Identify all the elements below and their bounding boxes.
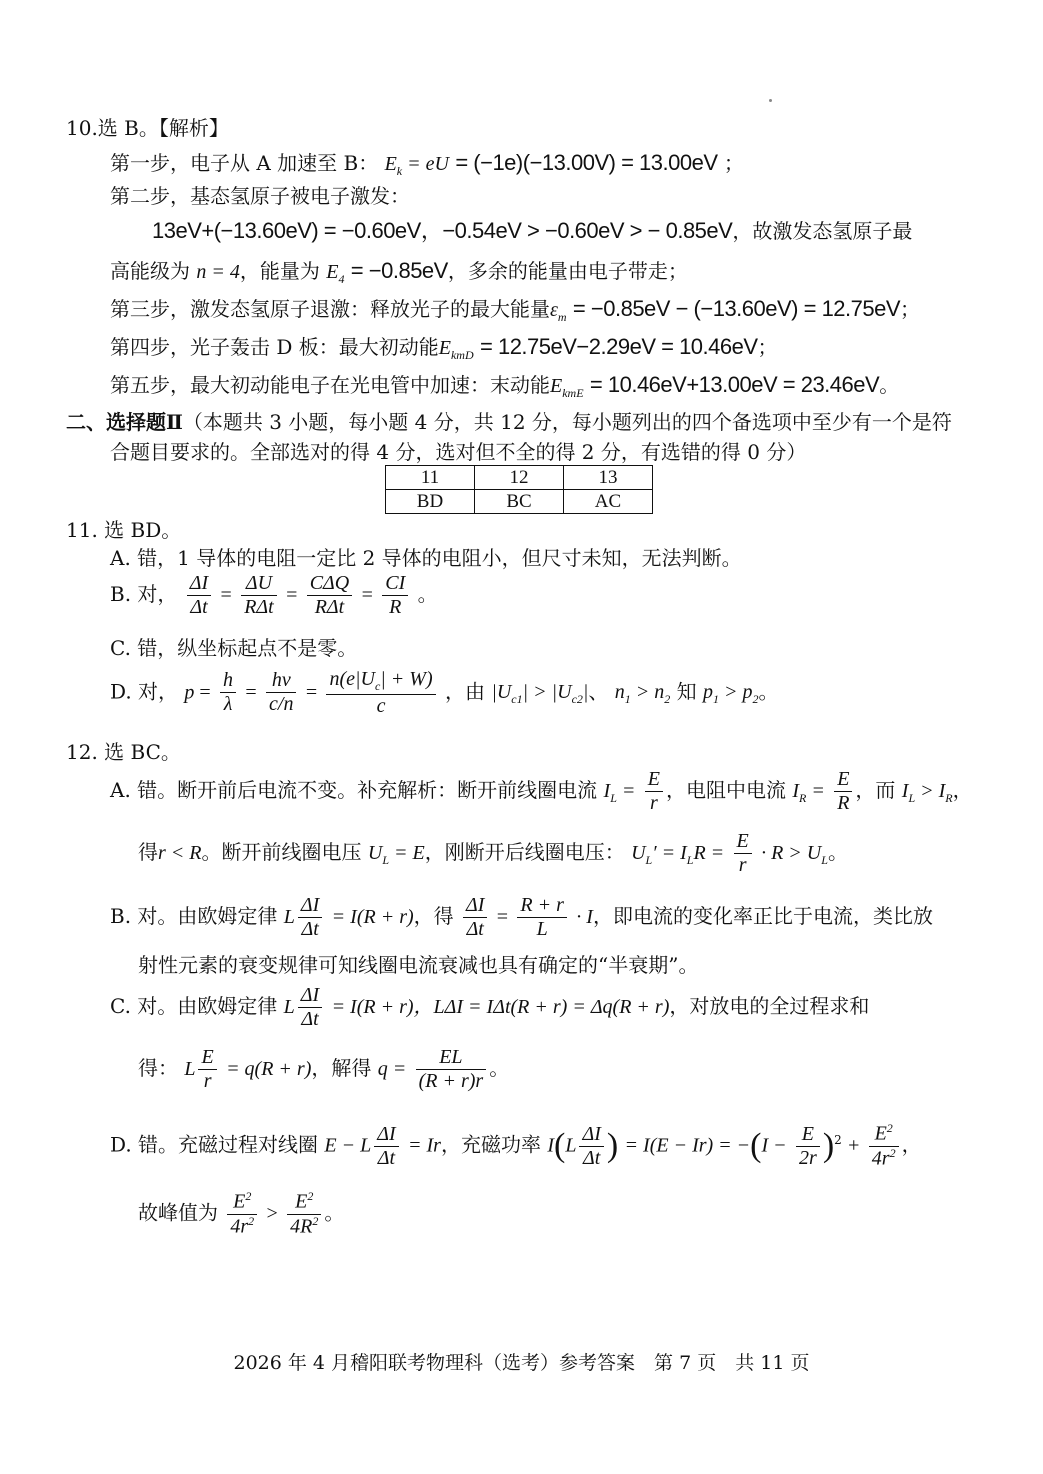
step4-formula: = 12.75eV−2.29eV = 10.46eV bbox=[480, 334, 758, 359]
q12-c2-a: 得： bbox=[138, 1056, 178, 1080]
q11-header: 11. 选 BD。 bbox=[66, 518, 182, 542]
step1-text: 第一步，电子从 A 加速至 B： bbox=[110, 151, 379, 175]
q12-option-d-line2: 故峰值为 $\frac{E^2}{4r^2}$ > $\frac{E^2}{4R^2}$ 。 bbox=[138, 1189, 345, 1238]
q12-option-c-line1: C. 对。由欧姆定律 L $\frac{\Delta I}{\Delta t}$ = I(R + r)，LΔI = IΔt(R + r) = Δq(R + r)，对放电的全过程求和 bbox=[110, 984, 870, 1030]
q11-b-end: 。 bbox=[417, 582, 438, 606]
q10-step2: 第二步，基态氢原子被电子激发： bbox=[110, 184, 410, 208]
step3-end: ； bbox=[900, 297, 921, 321]
q11-option-b: B. 对， $\frac{\Delta I}{\Delta t}$ = $\frac{\Delta U}{\text{RΔt}}$ = $\frac{\text{CΔQ}}{\text{RΔt}}$ = $\frac{CI}{R}$ 。 bbox=[110, 572, 438, 618]
ekme-symbol: $E_{kmE}$ bbox=[550, 375, 584, 400]
speck bbox=[769, 99, 772, 102]
q11-option-d: D. 对， p = $\frac{h}{\lambda}$ = $\frac{h\nu}{c/n}$ = $\frac{n(e|U_c| + W)}{c}$ ，由 $|U_{c1}| > |U_{c2}|$、 $n_1 > n_2$ 知 $p_1 > p_2$。 bbox=[110, 668, 779, 717]
e4-symbol: $E_4$ bbox=[326, 261, 345, 286]
e4-value: = −0.85eV bbox=[350, 258, 448, 283]
q10-step1 bbox=[110, 150, 744, 178]
section2-line1 bbox=[66, 410, 952, 434]
frac-h-lambda: $\frac{h}{\lambda}$ bbox=[220, 669, 236, 716]
calc-text: ，故激发态氢原子最 bbox=[732, 219, 913, 243]
q11-d-sep: 、 bbox=[588, 679, 609, 704]
step4-text: 第四步，光子轰击 D 板：最大初动能 bbox=[110, 335, 439, 359]
q12-a2-a: 得 bbox=[138, 840, 158, 864]
q12-a1-end: ，而 bbox=[855, 778, 896, 802]
level-n: n = 4 bbox=[196, 261, 240, 283]
calc-formula: 13eV+(−13.60eV) = −0.60eV，−0.54eV > −0.60eV > − 0.85eV bbox=[152, 218, 733, 243]
q12-c1-end: ，对放电的全过程求和 bbox=[669, 994, 870, 1018]
answer-table bbox=[385, 465, 653, 514]
step5-end: 。 bbox=[879, 373, 900, 397]
q11-option-a: A. 错，1 导体的电阻一定比 2 导体的电阻小，但尺寸未知，无法判断。 bbox=[110, 546, 742, 570]
frac-charge: $\frac{EL}{(R + r)r}$ bbox=[416, 1046, 487, 1093]
step1-end: ； bbox=[723, 151, 744, 175]
step3-formula: = −0.85eV − (−13.60eV) = 12.75eV bbox=[572, 296, 901, 321]
frac-di-dt-d: $\frac{\Delta I}{\Delta t}$ bbox=[374, 1123, 398, 1170]
q12-header: 12. 选 BC。 bbox=[66, 740, 181, 764]
frac-e-r-2: $\frac{E}{r}$ bbox=[734, 830, 752, 877]
frac-e2-4r2: $\frac{E^2}{4r^2}$ bbox=[869, 1122, 899, 1170]
frac-e-R: $\frac{E}{R}$ bbox=[834, 768, 852, 815]
q10-header: 10.选 B。【解析】 bbox=[66, 116, 229, 140]
q12-a2-c: ，刚断开后线圈电压： bbox=[424, 840, 625, 864]
section2-title: 二、选择题Ⅱ bbox=[66, 410, 183, 434]
q12-b1-mid: ，得 bbox=[413, 904, 454, 928]
q10-calc-line bbox=[152, 218, 912, 244]
frac-momentum: $\frac{n(e|U_c| + W)}{c}$ bbox=[326, 668, 435, 718]
q12-c2-b: ，解得 bbox=[311, 1056, 372, 1080]
q11-d-know: 知 bbox=[676, 679, 697, 704]
q12-option-d-line1: D. 错。充磁过程对线圈 E − L $\frac{\Delta I}{\Delta t}$ = Ir，充磁功率 I(L $\frac{\Delta I}{\Delta t}$ ) = I(E − Ir) = −(I − $\frac{E}{2r}$ )$^2$ + $\frac{E^2}{4r^2}$ ， bbox=[110, 1121, 922, 1170]
q12-b1-text: B. 对。由欧姆定律 bbox=[110, 904, 278, 928]
frac-di-dt-b: $\frac{\Delta I}{\Delta t}$ bbox=[298, 894, 322, 941]
frac-cdq-rdt: $\frac{\text{CΔQ}}{\text{RΔt}}$ bbox=[307, 572, 353, 619]
section2-desc1: （本题共 3 小题，每小题 4 分，共 12 分，每小题列出的四个备选项中至少有一个是符 bbox=[182, 410, 952, 434]
frac-di-dt-b2: $\frac{\Delta I}{\Delta t}$ bbox=[463, 894, 487, 941]
step3-text: 第三步，激发态氢原子退激：释放光子的最大能量 bbox=[110, 297, 550, 321]
q10-level-line bbox=[110, 258, 688, 286]
step4-end: ； bbox=[757, 335, 778, 359]
frac-e-2r: $\frac{E}{2r}$ bbox=[796, 1123, 820, 1170]
frac-ci-r: $\frac{CI}{R}$ bbox=[382, 572, 408, 619]
answer-table-header-row bbox=[386, 466, 653, 490]
page-footer: 2026 年 4 月稽阳联考物理科（选考）参考答案 第 7 页 共 11 页 bbox=[233, 1352, 810, 1374]
q12-d2-text: 故峰值为 bbox=[138, 1200, 218, 1225]
q11-d-mid: ，由 bbox=[444, 679, 485, 704]
q10-step4 bbox=[110, 334, 778, 362]
frac-rr-l: $\frac{R + r}{L}$ bbox=[517, 894, 567, 941]
frac-di-dt-d2: $\frac{\Delta I}{\Delta t}$ bbox=[579, 1123, 603, 1170]
level-text-c: ，多余的能量由电子带走； bbox=[447, 259, 688, 283]
level-text-b: ，能量为 bbox=[239, 259, 320, 283]
q12-a1-text: A. 错。断开前后电流不变。补充解析：断开前线圈电流 bbox=[110, 778, 598, 802]
answer-header-cell: 12 bbox=[475, 466, 564, 490]
answer-cell: BC bbox=[475, 490, 564, 514]
frac-peak-r: $\frac{E^2}{4r^2}$ bbox=[227, 1190, 257, 1238]
frac-du-rdt: $\frac{\Delta U}{\text{RΔt}}$ bbox=[241, 572, 277, 619]
section2-line2: 合题目要求的。全部选对的得 4 分，选对但不全的得 2 分，有选错的得 0 分） bbox=[110, 440, 807, 464]
answer-table-answer-row bbox=[386, 490, 653, 514]
q12-a2-b: 。断开前线圈电压 bbox=[201, 840, 362, 864]
level-text-a: 高能级为 bbox=[110, 259, 190, 283]
frac-di-dt-c: $\frac{\Delta I}{\Delta t}$ bbox=[298, 984, 322, 1031]
q10-step5 bbox=[110, 372, 899, 400]
q11-b-label: B. 对， bbox=[110, 582, 178, 606]
step1-formula-mid: = (−1e)(−13.00V) bbox=[455, 150, 622, 175]
step1-formula: = 13.00eV bbox=[621, 150, 718, 175]
q12-option-a-line2: 得r < R。断开前线圈电压 $U_L = E$，刚断开后线圈电压： $U_L' = I_LR$ = $\frac{E}{r}$ · $R > U_L$。 bbox=[138, 830, 848, 876]
frac-peak-R: $\frac{E^2}{4R^2}$ bbox=[287, 1190, 321, 1238]
q12-d1-mid: ，充磁功率 bbox=[440, 1132, 541, 1157]
step5-text: 第五步，最大初动能电子在光电管中加速：末动能 bbox=[110, 373, 550, 397]
q12-option-a-line1: A. 错。断开前后电流不变。补充解析：断开前线圈电流 $I_L$ = $\frac{E}{r}$ ，电阻中电流 $I_R$ = $\frac{E}{R}$ ，而 $I_L > I_R$， bbox=[110, 768, 973, 814]
q11-option-c: C. 错，纵坐标起点不是零。 bbox=[110, 636, 358, 660]
frac-di-dt: $\frac{\Delta I}{\Delta t}$ bbox=[187, 572, 211, 619]
frac-e-r-c: $\frac{E}{r}$ bbox=[198, 1046, 216, 1093]
q12-a1-mid: ，电阻中电流 bbox=[665, 778, 786, 802]
frac-hv-cn: $\frac{h\nu}{c/n}$ bbox=[266, 669, 296, 716]
q12-b1-end: ，即电流的变化率正比于电流，类比放 bbox=[592, 904, 933, 928]
q10-step3 bbox=[110, 296, 920, 324]
answer-cell: BD bbox=[386, 490, 475, 514]
answer-header-cell: 13 bbox=[564, 466, 653, 490]
step1-formula-lhs: $E_k$ = eU bbox=[384, 153, 449, 178]
q12-option-b-line1: B. 对。由欧姆定律 L $\frac{\Delta I}{\Delta t}$ = I(R + r)，得 $\frac{\Delta I}{\Delta t}$ = $\frac{R + r}{L}$ · I，即电流的变化率正比于电流，类比放 bbox=[110, 894, 933, 940]
ekmd-symbol: $E_{kmD}$ bbox=[438, 337, 474, 362]
epsilon-m: $\varepsilon_m$ bbox=[550, 299, 567, 324]
q11-d-end: 。 bbox=[758, 679, 779, 704]
step5-formula: = 10.46eV+13.00eV = 23.46eV bbox=[589, 372, 880, 397]
q12-option-b-line2: 射性元素的衰变规律可知线圈电流衰减也具有确定的“半衰期”。 bbox=[138, 953, 699, 977]
frac-e-r: $\frac{E}{r}$ bbox=[645, 768, 663, 815]
q11-d-label: D. 对， bbox=[110, 679, 179, 704]
answer-header-cell: 11 bbox=[386, 466, 475, 490]
answer-cell: AC bbox=[564, 490, 653, 514]
q12-c1-text: C. 对。由欧姆定律 bbox=[110, 994, 278, 1018]
q12-d1-text: D. 错。充磁过程对线圈 bbox=[110, 1132, 319, 1157]
q12-option-c-line2: 得： L $\frac{E}{r}$ = q(R + r)，解得 q = $\frac{EL}{(R + r)r}$ 。 bbox=[138, 1046, 510, 1092]
